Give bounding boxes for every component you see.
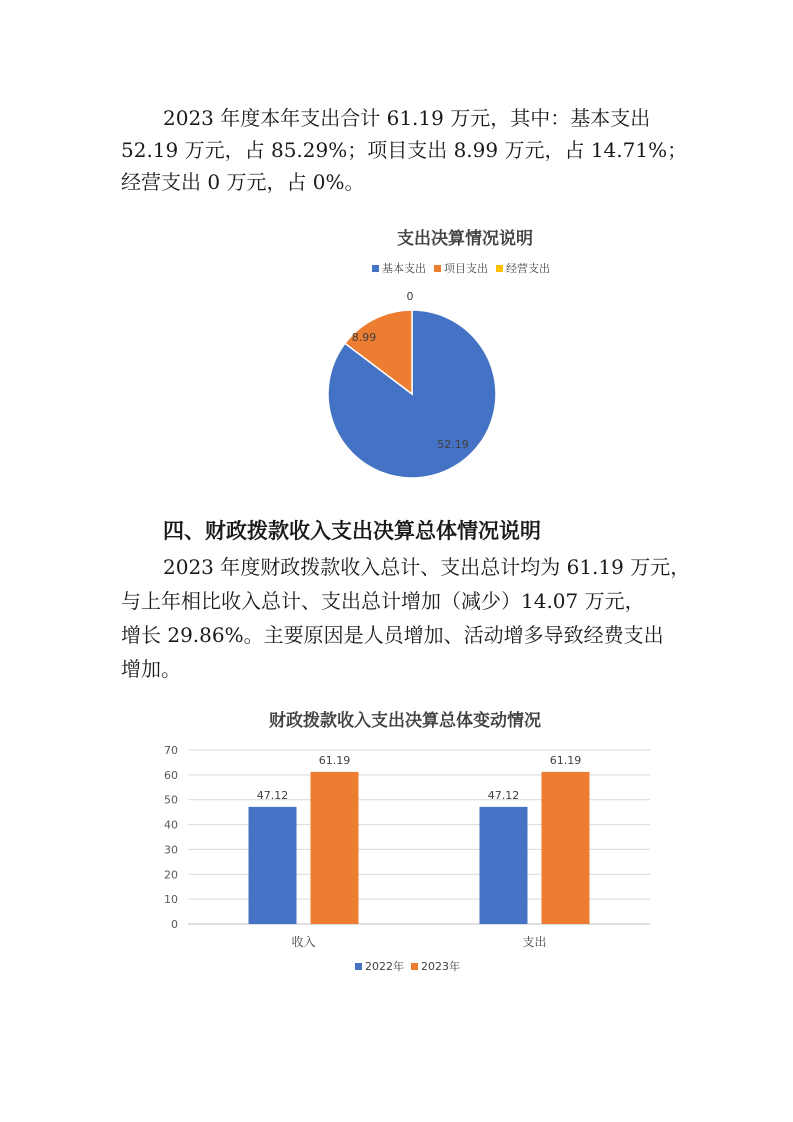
y-tick-label: 10 [164,893,178,907]
bar [542,772,590,924]
legend-swatch [372,265,379,272]
section-heading: 四、财政拨款收入支出决算总体情况说明 [163,519,541,543]
y-tick-label: 60 [164,768,178,782]
expenditure-pie-chart [300,220,630,490]
paragraph-line: 经营支出 0 万元，占 0%。 [121,170,365,194]
legend-swatch [411,963,418,970]
y-tick-label: 20 [164,868,178,882]
fiscal-change-bar-chart [150,700,660,985]
paragraph-line: 52.19 万元，占 85.29%；项目支出 8.99 万元，占 14.71%； [121,138,688,162]
legend-swatch [355,963,362,970]
bar-data-label: 61.19 [318,753,351,767]
legend-label: 基本支出 [382,262,426,275]
chart-title: 财政拨款收入支出决算总体变动情况 [269,711,541,731]
y-tick-label: 40 [164,818,178,832]
bar-data-label: 47.12 [487,788,520,802]
y-tick-label: 70 [164,744,178,757]
x-tick-label: 收入 [291,935,316,949]
paragraph-line: 2023 年度财政拨款收入总计、支出总计均为 61.19 万元， [163,555,691,579]
legend-label: 2022年 [365,960,404,973]
y-tick-label: 50 [164,793,178,807]
paragraph-line: 增长 29.86%。主要原因是人员增加、活动增多导致经费支出 [121,623,664,647]
bar [311,772,359,924]
pie-data-label: 52.19 [437,438,469,451]
bar-data-label: 47.12 [256,788,289,802]
bar-data-label: 61.19 [549,753,582,767]
bar [249,807,297,924]
pie-data-label: 0 [406,290,414,303]
pie-data-label: 8.99 [351,331,377,344]
legend-swatch [496,265,503,272]
y-tick-label: 0 [171,918,178,931]
legend-label: 经营支出 [506,262,550,275]
paragraph-line: 2023 年度本年支出合计 61.19 万元，其中：基本支出 [163,106,651,130]
legend-label: 项目支出 [444,262,488,275]
y-tick-label: 30 [164,843,178,857]
bar [480,807,528,924]
paragraph-line: 与上年相比收入总计、支出总计增加（减少）14.07 万元， [121,589,645,613]
legend-label: 2023年 [421,960,460,973]
x-tick-label: 支出 [522,935,547,949]
paragraph-line: 增加。 [121,657,181,681]
legend-swatch [434,265,441,272]
chart-title: 支出决算情况说明 [397,229,533,249]
paragraph-fiscal-summary [121,550,691,686]
paragraph-expenditure-summary [121,102,688,198]
